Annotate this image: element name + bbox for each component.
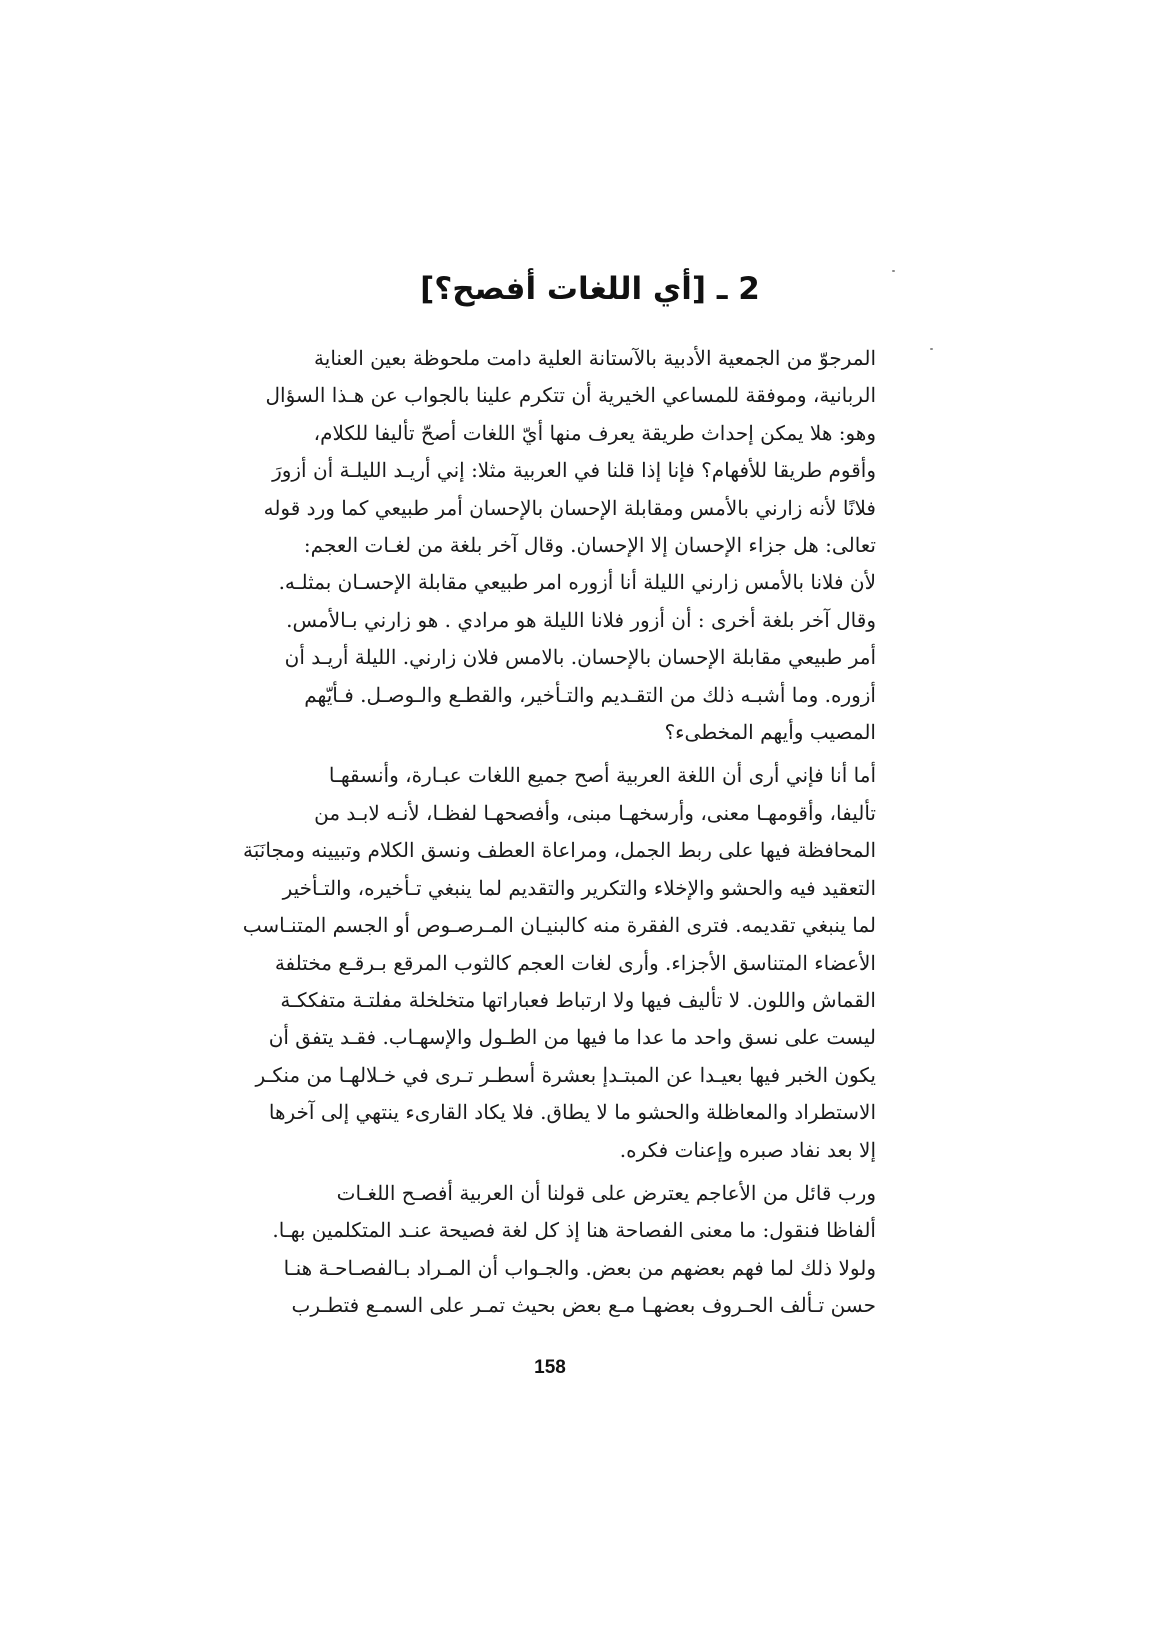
text-line: تأليفا، وأقومهـا معنى، وأرسخهـا مبنى، وأفصحهـا لفظـا، لأنـه لابـد من <box>314 800 876 825</box>
text-line: المصيب وأيهم المخطىء؟ <box>664 720 876 745</box>
text-line: ليست على نسق واحد ما عدا ما فيها من الطـول والإسهـاب. فقـد يتفق أن <box>268 1025 876 1050</box>
text-line: أما أنا فإني أرى أن اللغة العربية أصح جميع اللغات عبـارة، وأنسقهـا <box>328 763 876 788</box>
text-line: الأعضاء المتناسق الأجزاء. وأرى لغات العجم كالثوب المرقع بـرقـع مختلفة <box>274 950 876 975</box>
text-line: القماش واللون. لا تأليف فيها ولا ارتباط فعباراتها متخلخلة مفلتـة متفككـة <box>280 987 876 1012</box>
text-line: لما ينبغي تقديمه. فترى الفقرة منه كالبنيـان المـرصـوص أو الجسم المتنـاسب <box>242 913 876 938</box>
paragraph-2 <box>228 757 876 1168</box>
paragraph-3 <box>228 1175 876 1325</box>
scan-speck <box>892 270 895 272</box>
text-line: التعقيد فيه والحشو والإخلاء والتكرير والتقديم لما ينبغي تـأخيره، والتـأخير <box>282 875 876 900</box>
body-text <box>228 340 876 1325</box>
chapter-title: 2 ـ [أي اللغات أفصح؟] <box>420 270 760 307</box>
page-number: 158 <box>534 1357 566 1378</box>
text-line: ولولا ذلك لما فهم بعضهم من بعض. والجـواب أن المـراد بـالفصـاحـة هنـا <box>283 1255 876 1280</box>
text-line: وهو: هلا يمكن إحداث طريقة يعرف منها أيّ اللغات أصحّ تأليفا للكلام، <box>313 420 876 445</box>
text-line: الاستطراد والمعاظلة والحشو ما لا يطاق. فلا يكاد القارىء ينتهي إلى آخرها <box>268 1100 876 1125</box>
text-line: المحافظة فيها على ربط الجمل، ومراعاة العطف ونسق الكلام وتبيينه ومجانَبَة <box>243 838 876 863</box>
text-line: ورب قائل من الأعاجم يعترض على قولنا أن العربية أفصـح اللغـات <box>336 1180 876 1205</box>
text-line: تعالى: هل جزاء الإحسان إلا الإحسان. وقال آخر بلغة من لغـات العجم: <box>303 533 876 558</box>
text-line: فلانًا لأنه زارني بالأمس ومقابلة الإحسان بالإحسان أمر طبيعي كما ورد قوله <box>263 495 876 520</box>
text-line: حسن تـألف الحـروف بعضهـا مـع بعض بحيث تمـر على السمـع فتطـرب <box>291 1293 876 1318</box>
paragraph-1 <box>228 340 876 751</box>
text-line: لأن فلانا بالأمس زارني الليلة أنا أزوره امر طبيعي مقابلة الإحسـان بمثلـه. <box>278 570 876 595</box>
text-line: وقال آخر بلغة أخرى : أن أزور فلانا الليلة هو مرادي . هو زارني بـالأمس. <box>286 607 876 632</box>
text-line: الربانية، وموفقة للمساعي الخيرية أن تتكرم علينا بالجواب عن هـذا السؤال <box>265 383 876 408</box>
text-line: إلا بعد نفاد صبره وإعنات فكره. <box>619 1137 876 1162</box>
text-line: المرجوّ من الجمعية الأدبية بالآستانة العلية دامت ملحوظة بعين العناية <box>314 346 876 370</box>
text-line: أزوره. وما أشبـه ذلك من التقـديم والتـأخير، والقطـع والـوصـل. فـأيّهم <box>304 682 876 707</box>
scan-speck <box>930 348 933 350</box>
text-line: يكون الخبر فيها بعيـدا عن المبتـدإ بعشرة أسطـر تـرى في خـلالهـا من منكـر <box>255 1062 876 1087</box>
text-line: أمر طبيعي مقابلة الإحسان بالإحسان. بالامس فلان زارني. الليلة أريـد أن <box>284 645 876 670</box>
text-line: ألفاظا فنقول: ما معنى الفصاحة هنا إذ كل لغة فصيحة عنـد المتكلمين بهـا. <box>272 1218 876 1243</box>
text-line: وأقوم طريقا للأفهام؟ فإنا إذا قلنا في العربية مثلا: إني أريـد الليلـة أن أزورَ <box>272 458 876 483</box>
